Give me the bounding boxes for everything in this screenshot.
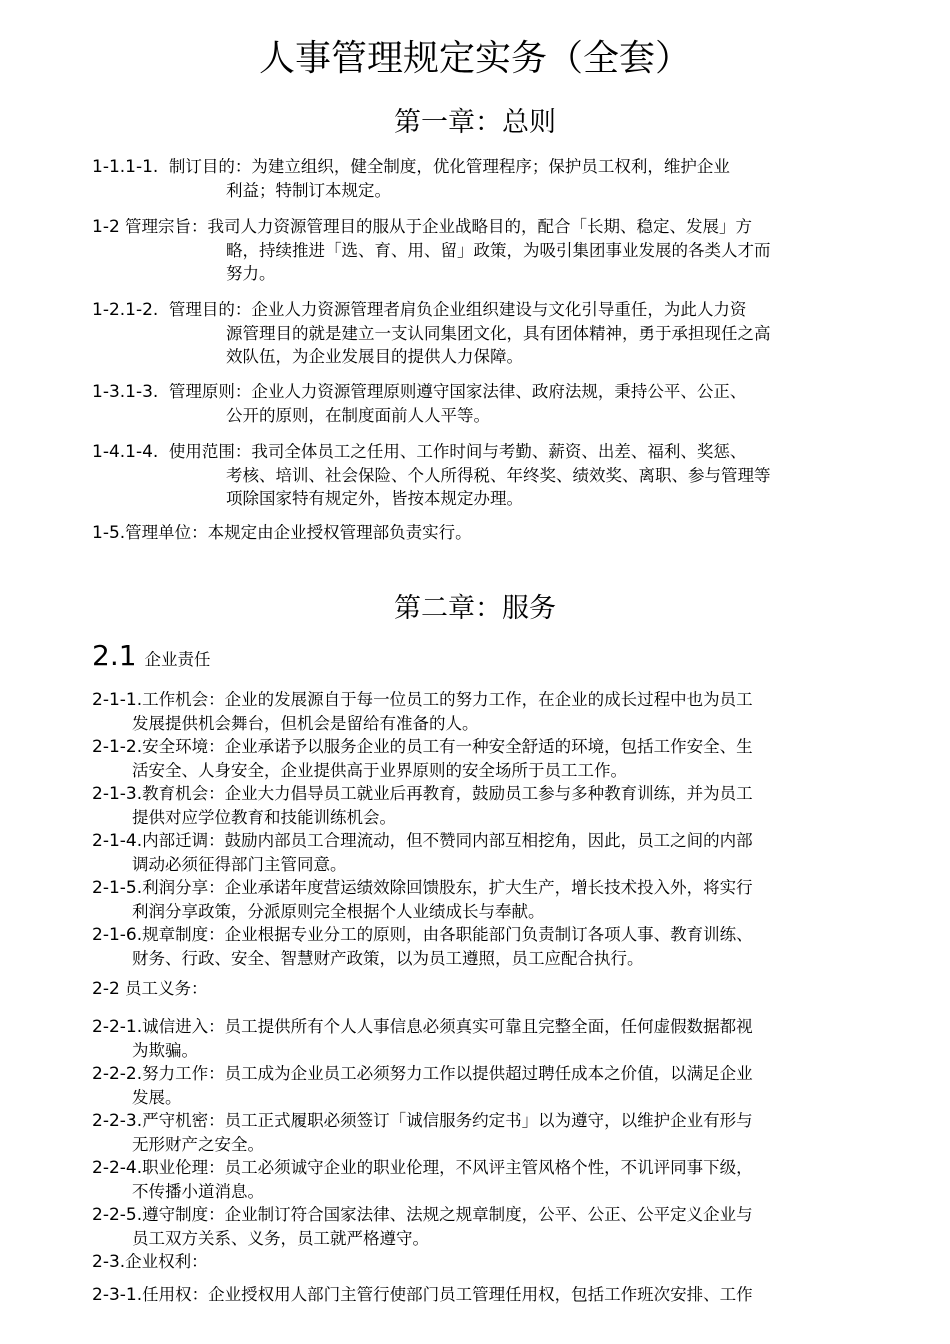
clause-text: 发展提供机会舞台，但机会是留给有准备的人。 bbox=[132, 714, 479, 733]
clause-number: 2-1-1. bbox=[92, 690, 143, 710]
clause-text: 职业伦理：员工必须诚守企业的职业伦理，不风评主管风格个性，不讥评同事下级， bbox=[142, 1158, 753, 1177]
section-number: 2-2 bbox=[92, 979, 120, 999]
clause-text: 工作机会：企业的发展源自于每一位员工的努力工作，在企业的成长过程中也为员工 bbox=[142, 690, 753, 709]
clause-text: 管理原则：企业人力资源管理原则遵守国家法律、政府法规，秉持公平、公正、 bbox=[168, 382, 747, 401]
clause-number: 1-3.1-3. bbox=[92, 382, 159, 402]
chapter-2-heading: 第二章：服务 bbox=[394, 593, 556, 624]
chapter-1-heading: 第一章：总则 bbox=[394, 107, 556, 138]
section-number: 2-3. bbox=[92, 1252, 126, 1272]
clause-text: 调动必须征得部门主管同意。 bbox=[132, 855, 347, 874]
clause-text: 效队伍，为企业发展目的提供人力保障。 bbox=[226, 347, 523, 366]
clause-text: 利润分享政策，分派原则完全根据个人业绩成长与奉献。 bbox=[132, 902, 545, 921]
clause-1-1 bbox=[92, 155, 862, 202]
clause-list-2-3 bbox=[92, 1283, 862, 1307]
clause-1-2-1 bbox=[92, 298, 862, 368]
document-title: 人事管理规定实务（全套） bbox=[258, 38, 691, 79]
clause-number: 1-2.1-2. bbox=[92, 300, 159, 320]
clause-1-2 bbox=[92, 215, 862, 285]
clause-text: 无形财产之安全。 bbox=[132, 1135, 264, 1154]
clause-text: 活安全、人身安全，企业提供高于业界原则的安全场所于员工工作。 bbox=[132, 761, 627, 780]
clause-number: 2-2-2. bbox=[92, 1064, 143, 1084]
clause-text: 利益；特制订本规定。 bbox=[226, 181, 391, 200]
clause-text: 安全环境：企业承诺予以服务企业的员工有一种安全舒适的环境，包括工作安全、生 bbox=[142, 737, 753, 756]
clause-text: 考核、培训、社会保险、个人所得税、年终奖、绩效奖、离职、参与管理等 bbox=[226, 466, 771, 485]
clause-number: 2-1-4. bbox=[92, 831, 143, 851]
clause-text: 严守机密：员工正式履职必须签订「诚信服务约定书」以为遵守，以维护企业有形与 bbox=[142, 1111, 753, 1130]
clause-number: 2-1-5. bbox=[92, 878, 143, 898]
section-label: 员工义务： bbox=[125, 979, 208, 998]
clause-number: 1-4.1-4. bbox=[92, 442, 159, 462]
clause-text: 略，持续推进「选、育、用、留」政策，为吸引集团事业发展的各类人才而 bbox=[226, 241, 771, 260]
clause-number: 2-2-1. bbox=[92, 1017, 143, 1037]
section-label: 企业责任 bbox=[144, 650, 211, 669]
clause-number: 2-2-3. bbox=[92, 1111, 143, 1131]
clause-text: 遵守制度：企业制订符合国家法律、法规之规章制度，公平、公正、公平定义企业与 bbox=[142, 1205, 753, 1224]
clause-text: 提供对应学位教育和技能训练机会。 bbox=[132, 808, 396, 827]
section-2-3-heading bbox=[92, 1250, 208, 1274]
section-number: 2.1 bbox=[92, 639, 137, 672]
clause-number: 1-2 bbox=[92, 217, 120, 237]
clause-1-4 bbox=[92, 440, 862, 510]
clause-text: 管理单位：本规定由企业授权管理部负责实行。 bbox=[125, 523, 472, 542]
clause-text: 使用范围：我司全体员工之任用、工作时间与考勤、薪资、出差、福利、奖惩、 bbox=[168, 442, 747, 461]
clause-text: 发展。 bbox=[132, 1088, 182, 1107]
clause-text: 教育机会：企业大力倡导员工就业后再教育，鼓励员工参与多种教育训练，并为员工 bbox=[142, 784, 753, 803]
clause-text: 任用权：企业授权用人部门主管行使部门员工管理任用权，包括工作班次安排、工作 bbox=[142, 1285, 753, 1304]
clause-text: 努力工作：员工成为企业员工必须努力工作以提供超过聘任成本之价值，以满足企业 bbox=[142, 1064, 753, 1083]
section-2-1-heading bbox=[92, 641, 211, 675]
clause-number: 2-1-6. bbox=[92, 925, 143, 945]
clause-text: 为欺骗。 bbox=[132, 1041, 198, 1060]
clause-number: 2-1-3. bbox=[92, 784, 143, 804]
clause-list-2-1 bbox=[92, 688, 862, 970]
clause-text: 管理宗旨：我司人力资源管理目的服从于企业战略目的，配合「长期、稳定、发展」方 bbox=[125, 217, 753, 236]
clause-text: 诚信进入：员工提供所有个人人事信息必须真实可靠且完整全面，任何虚假数据都视 bbox=[142, 1017, 753, 1036]
clause-number: 1-1.1-1. bbox=[92, 157, 159, 177]
clause-text: 规章制度：企业根据专业分工的原则，由各职能部门负责制订各项人事、教育训练、 bbox=[142, 925, 753, 944]
clause-number: 2-2-5. bbox=[92, 1205, 143, 1225]
clause-text: 财务、行政、安全、智慧财产政策，以为员工遵照，员工应配合执行。 bbox=[132, 949, 644, 968]
clause-number: 2-3-1. bbox=[92, 1285, 143, 1305]
clause-text: 员工双方关系、义务，员工就严格遵守。 bbox=[132, 1229, 429, 1248]
clause-text: 努力。 bbox=[226, 264, 276, 283]
clause-text: 制订目的：为建立组织，健全制度，优化管理程序；保护员工权利，维护企业 bbox=[168, 157, 730, 176]
section-label: 企业权利： bbox=[125, 1252, 208, 1271]
clause-number: 1-5. bbox=[92, 523, 126, 543]
clause-text: 管理目的：企业人力资源管理者肩负企业组织建设与文化引导重任，为此人力资 bbox=[168, 300, 747, 319]
clause-number: 2-2-4. bbox=[92, 1158, 143, 1178]
clause-1-5 bbox=[92, 521, 862, 545]
clause-text: 不传播小道消息。 bbox=[132, 1182, 264, 1201]
clause-text: 源管理目的就是建立一支认同集团文化，具有团体精神，勇于承担现任之高 bbox=[226, 324, 771, 343]
clause-text: 利润分享：企业承诺年度营运绩效除回馈股东，扩大生产，增长技术投入外，将实行 bbox=[142, 878, 753, 897]
section-2-2-heading bbox=[92, 977, 208, 1001]
clause-text: 公开的原则，在制度面前人人平等。 bbox=[226, 406, 490, 425]
clause-text: 项除国家特有规定外，皆按本规定办理。 bbox=[226, 489, 523, 508]
clause-number: 2-1-2. bbox=[92, 737, 143, 757]
clause-1-3 bbox=[92, 380, 862, 427]
clause-list-2-2 bbox=[92, 1015, 862, 1250]
clause-text: 内部迁调：鼓励内部员工合理流动，但不赞同内部互相挖角，因此，员工之间的内部 bbox=[142, 831, 753, 850]
